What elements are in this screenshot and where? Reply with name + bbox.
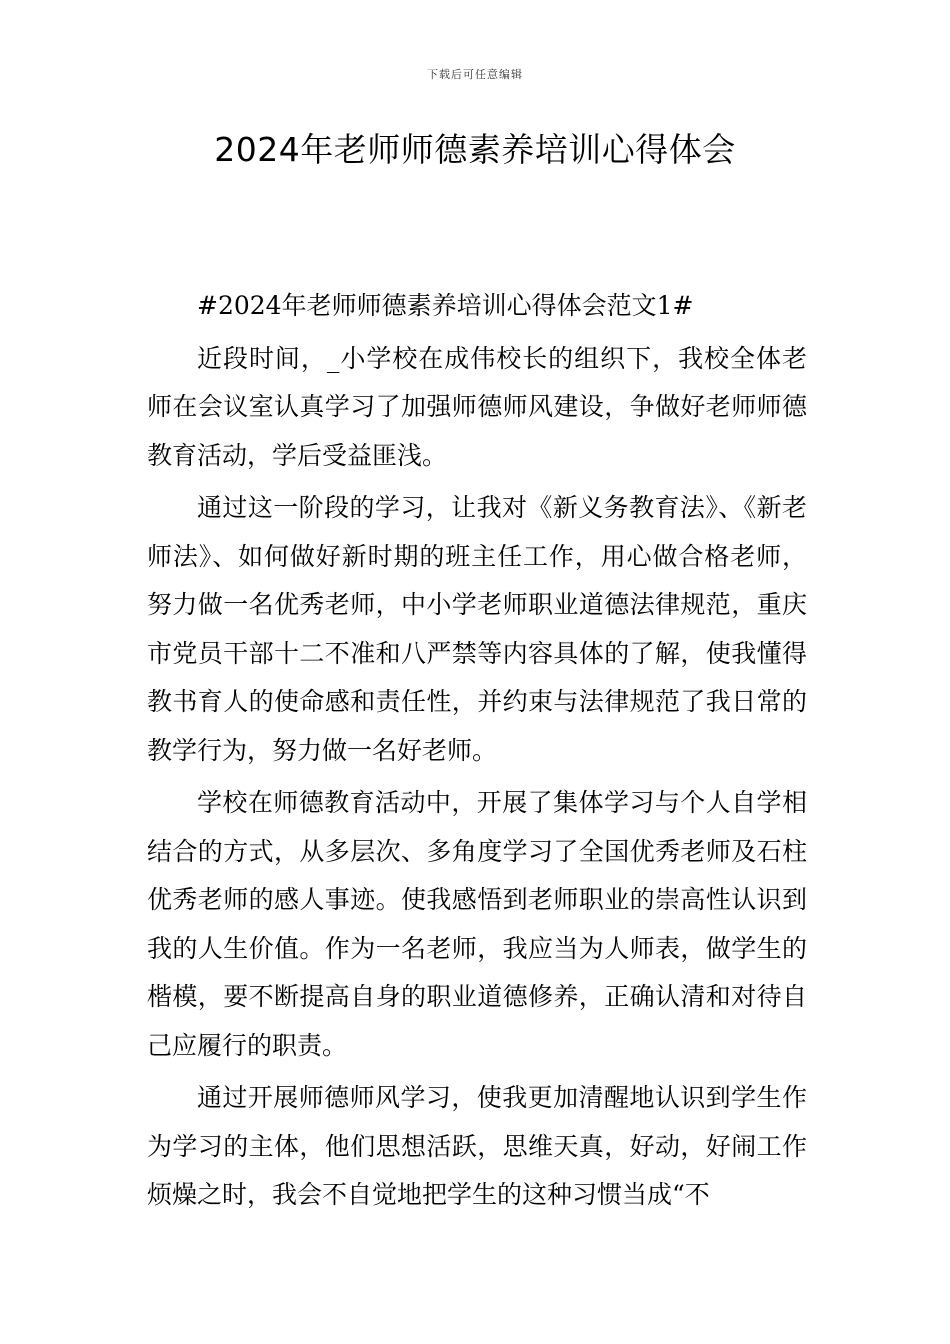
header-note: 下载后可任意编辑 <box>427 68 523 81</box>
paragraph: 学校在师德教育活动中，开展了集体学习与个人自学相结合的方式，从多层次、多角度学习了全国优秀老师及石柱优秀老师的感人事迹。使我感悟到老师职业的崇高性认识到我的人生价值。作为一名老师，我应当为人师表，做学生的楷模，要不断提高自身的职业道德修养，正确认清和对待自己应履行的职责。 <box>147 788 807 1060</box>
document-title: 2024年老师师德素养培训心得体会 <box>214 130 736 169</box>
document-subtitle: #2024年老师师德素养培训心得体会范文1# <box>197 291 694 320</box>
paragraph: 通过这一阶段的学习，让我对《新义务教育法》、《新老师法》、如何做好新时期的班主任工作，用心做合格老师，努力做一名优秀老师，中小学老师职业道德法律规范，重庆市党员干部十二不准和八严禁等内容具体的了解，使我懂得教书育人的使命感和责任性，并约束与法律规范了我日常的教学行为，努力做一名好老师。 <box>147 493 807 765</box>
document-body <box>147 282 807 1220</box>
paragraph: 通过开展师德师风学习，使我更加清醒地认识到学生作为学习的主体，他们思想活跃，思维天真，好动，好闹工作烦燥之时，我会不自觉地把学生的这种习惯当成“不 <box>147 1083 807 1209</box>
paragraph: 近段时间，_小学校在成伟校长的组织下，我校全体老师在会议室认真学习了加强师德师风建设，争做好老师师德教育活动，学后受益匪浅。 <box>147 343 807 470</box>
